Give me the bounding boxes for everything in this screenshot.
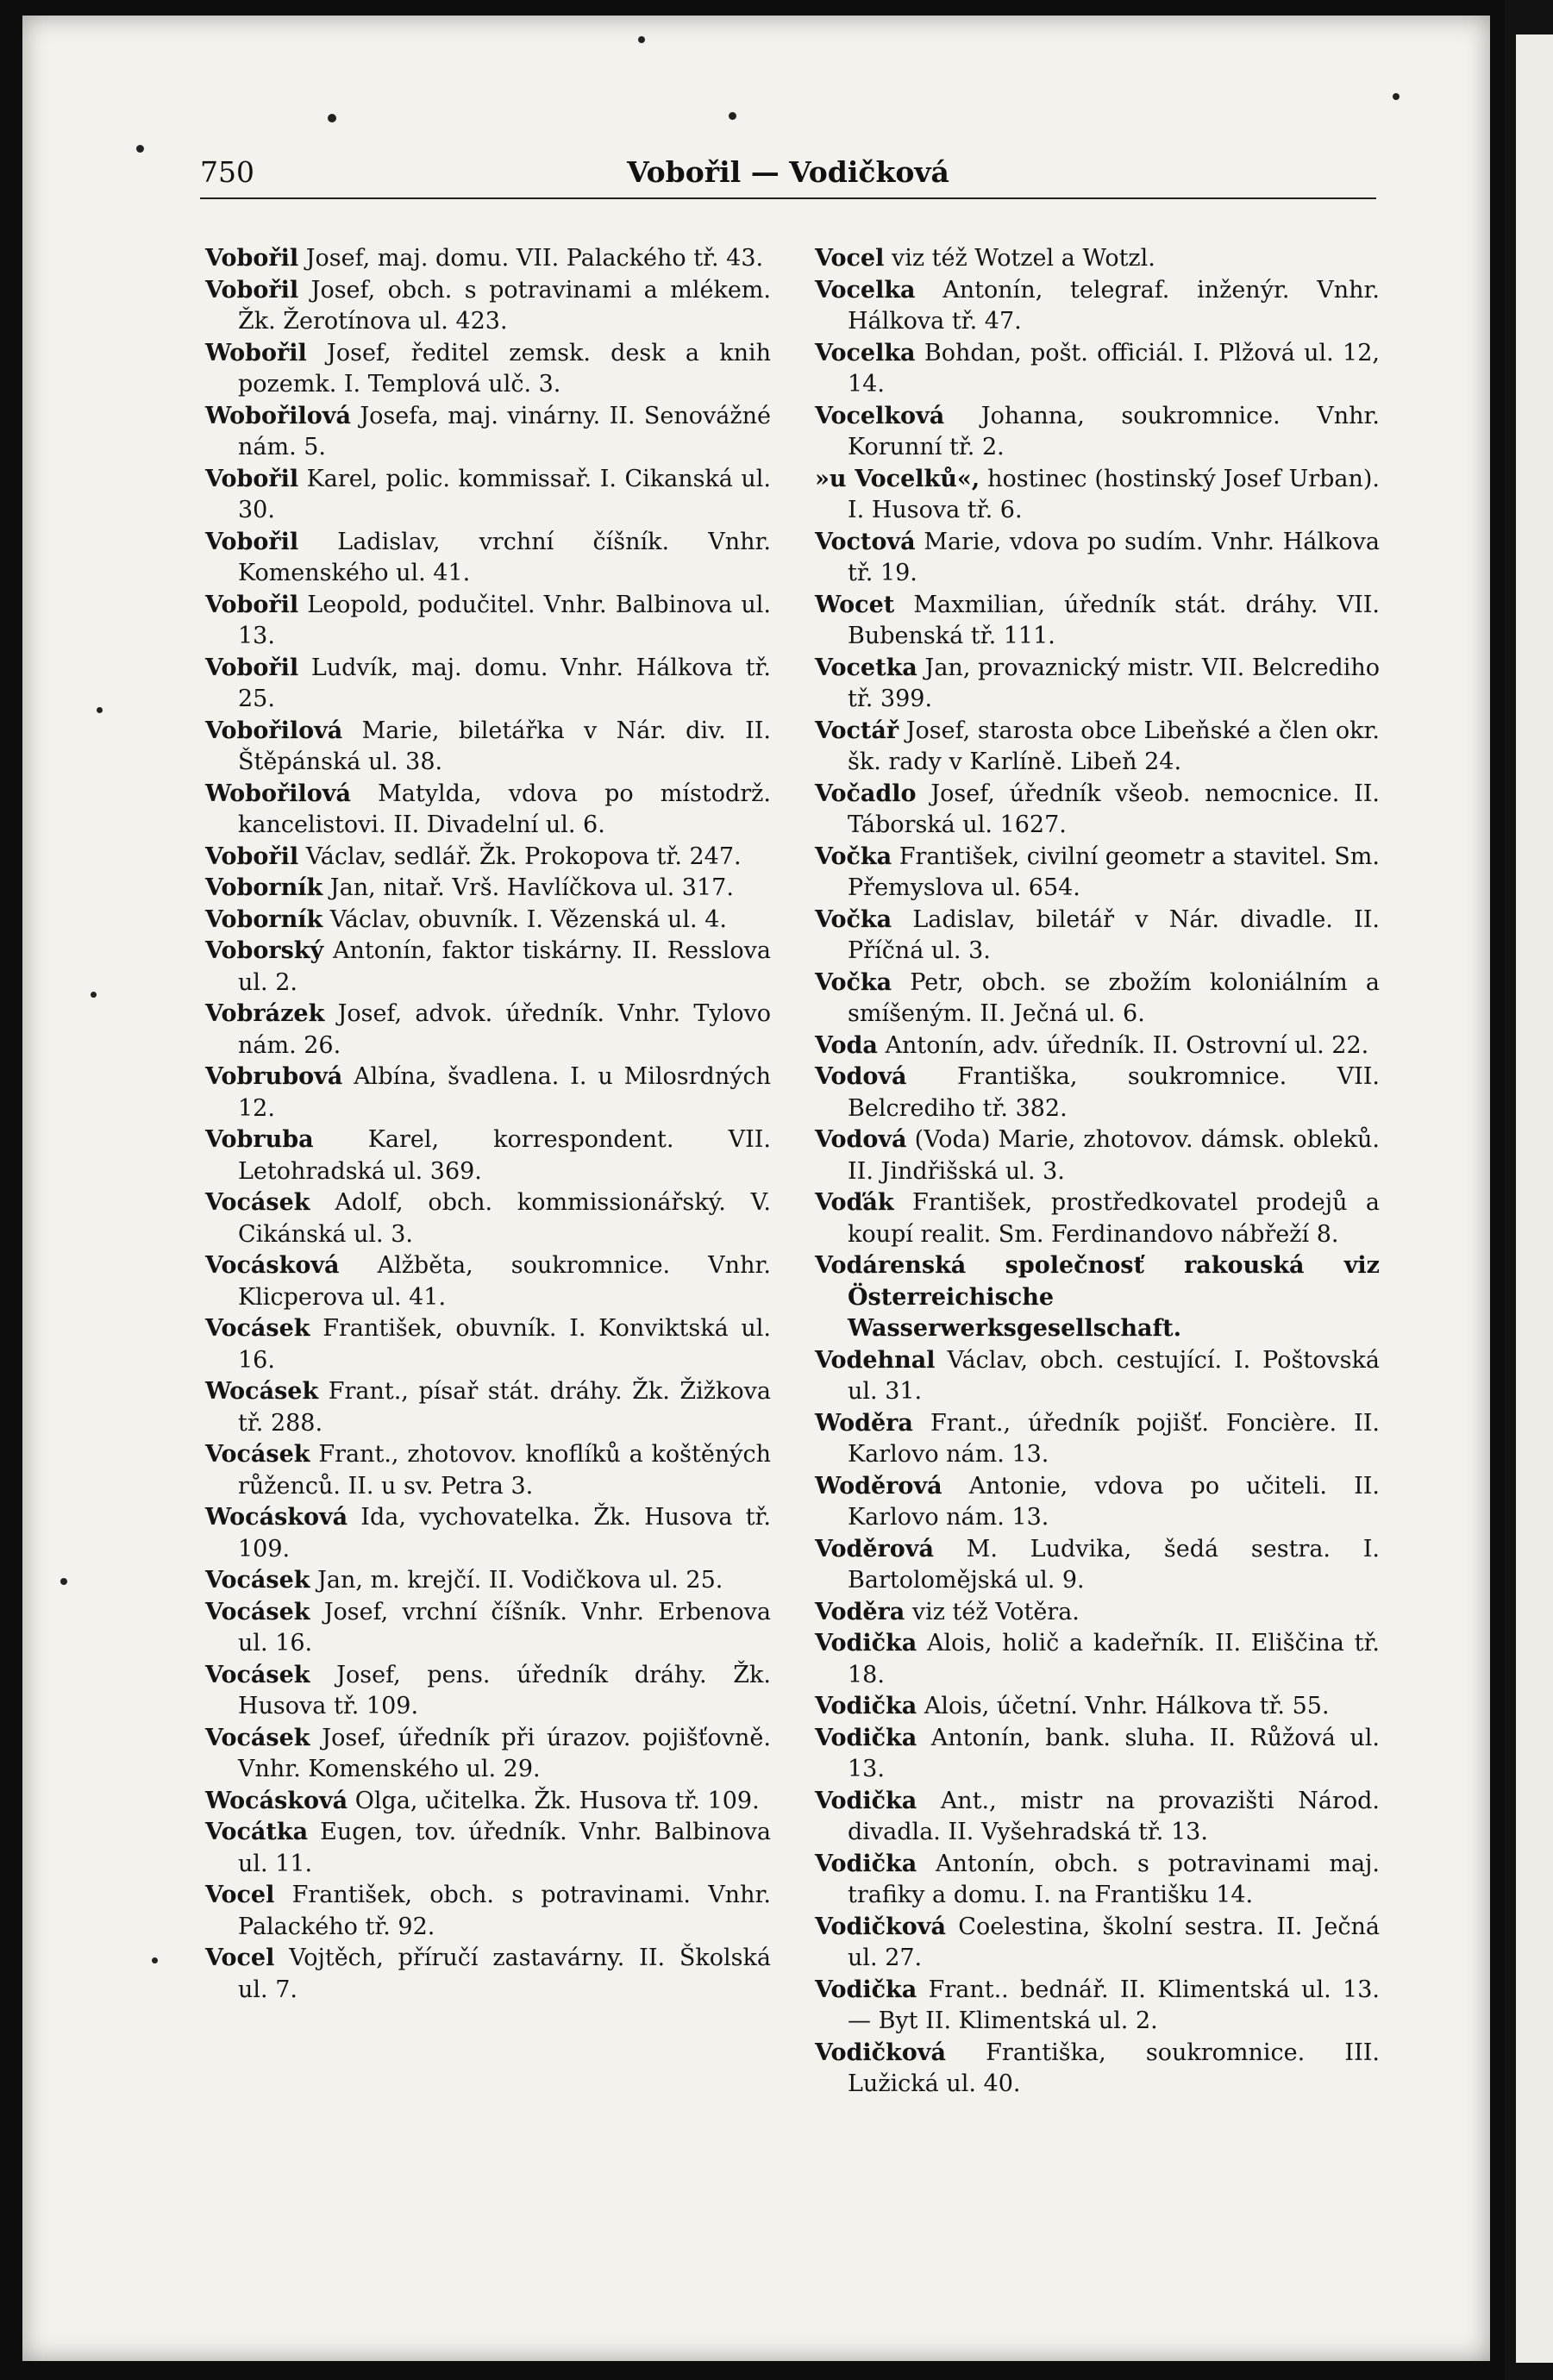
entry-surname: Voďák bbox=[815, 1189, 894, 1216]
scan-speck bbox=[91, 992, 97, 998]
entry-details: Václav, obch. cestující. I. Poštovská ul. 31. bbox=[848, 1346, 1380, 1405]
entry-surname: Voděrová bbox=[815, 1535, 934, 1563]
entry-details: Antonín, bank. sluha. II. Růžová ul. 13. bbox=[848, 1724, 1380, 1782]
entry-details: Frant.. bednář. II. Klimentská ul. 13. — Byt II. Klimentská ul. 2. bbox=[848, 1976, 1380, 2034]
entry-surname: Vocátka bbox=[205, 1819, 309, 1845]
scan-speck bbox=[638, 36, 645, 43]
entry-details: Ladislav, biletář v Nár. divadle. II. Příčná ul. 3. bbox=[848, 905, 1380, 964]
directory-entry bbox=[205, 716, 771, 779]
entry-surname: Vobořil bbox=[205, 528, 299, 555]
entry-details: Coelestina, školní sestra. II. Ječná ul. 27. bbox=[848, 1913, 1380, 1971]
entry-details: Albína, švadlena. I. u Milosrdných 12. bbox=[238, 1063, 771, 1122]
entry-surname: Vodová bbox=[815, 1126, 907, 1153]
header-rule bbox=[200, 197, 1376, 199]
directory-entry bbox=[815, 1912, 1380, 1975]
scan-speck bbox=[328, 114, 336, 122]
entry-details: Antonín, telegraf. inženýr. Vnhr. Hálkova tř. 47. bbox=[848, 276, 1380, 335]
entry-surname: Vodová bbox=[815, 1063, 907, 1090]
directory-entry bbox=[205, 590, 771, 653]
entry-surname: Voborník bbox=[205, 905, 323, 933]
entry-details: společnosť rakouská viz Österreichische Wasserwerksgesellschaft. bbox=[848, 1252, 1380, 1342]
directory-entry bbox=[205, 1250, 771, 1313]
entry-surname: Wocet bbox=[815, 591, 895, 618]
entry-details: Ludvík, maj. domu. Vnhr. Hálkova tř. 25. bbox=[238, 654, 771, 712]
entry-surname: Wobořilová bbox=[205, 780, 351, 807]
entry-surname: Vočka bbox=[815, 968, 892, 996]
entry-details: Josef, maj. domu. VII. Palackého tř. 43. bbox=[305, 245, 764, 272]
entry-surname: Woděrová bbox=[815, 1472, 942, 1500]
entry-surname: Vodička bbox=[815, 1976, 917, 2003]
directory-entry bbox=[205, 842, 771, 874]
entry-surname: Vocásek bbox=[205, 1598, 310, 1625]
directory-entry bbox=[205, 905, 771, 936]
entry-surname: Vodárenská bbox=[815, 1252, 967, 1279]
entry-surname: Vobořil bbox=[205, 654, 299, 681]
entry-details: Jan, m. krejčí. II. Vodičkova ul. 25. bbox=[317, 1567, 723, 1594]
entry-surname: Vodička bbox=[815, 1787, 917, 1814]
directory-entry bbox=[205, 464, 771, 527]
scan-speck bbox=[1393, 93, 1400, 100]
entry-surname: Vocásek bbox=[205, 1567, 310, 1594]
entry-details: Jan, provaznický mistr. VII. Belcrediho tř. 399. bbox=[848, 654, 1380, 712]
entry-surname: Vodička bbox=[815, 1724, 917, 1751]
directory-entry bbox=[205, 873, 771, 905]
entry-surname: Vobořil bbox=[205, 245, 299, 272]
entry-surname: Vocelka bbox=[815, 276, 916, 304]
entry-details: Josef, úředník při úrazov. pojišťovně. Vnhr. Komenského ul. 29. bbox=[238, 1724, 771, 1782]
entry-surname: Vodička bbox=[815, 1693, 917, 1719]
directory-entry bbox=[815, 590, 1380, 653]
entry-details: Matylda, vdova po místodrž. kancelistovi. II. Divadelní ul. 6. bbox=[238, 780, 771, 838]
directory-entry bbox=[815, 464, 1380, 527]
scan-speck bbox=[136, 145, 144, 153]
directory-entry bbox=[205, 1943, 771, 2006]
directory-entry bbox=[815, 243, 1380, 275]
entry-surname: Voctář bbox=[815, 717, 899, 744]
entry-details: Františka, soukromnice. VII. Belcrediho tř. 382. bbox=[848, 1063, 1380, 1122]
entry-details: Františka, soukromnice. III. Lužická ul. 40. bbox=[848, 2039, 1380, 2097]
entry-surname: Wobořil bbox=[205, 339, 307, 366]
directory-entry bbox=[205, 1660, 771, 1723]
entry-details: Ant., mistr na provazišti Národ. divadla. II. Vyšehradská tř. 13. bbox=[848, 1787, 1380, 1845]
entry-surname: Vobrubová bbox=[205, 1063, 343, 1090]
directory-entry bbox=[815, 716, 1380, 779]
entry-details: Josef, pens. úředník dráhy. Žk. Husova tř. 109. bbox=[238, 1661, 771, 1719]
entry-details: Karel, korrespondent. VII. Letohradská ul. 369. bbox=[238, 1126, 771, 1185]
entry-surname: Vocásek bbox=[205, 1661, 310, 1688]
scan-speck bbox=[729, 112, 736, 120]
scan-speck bbox=[97, 707, 103, 713]
entry-details: Petr, obch. se zbožím koloniálním a smíšeným. II. Ječná ul. 6. bbox=[848, 968, 1380, 1027]
directory-entry bbox=[815, 1849, 1380, 1912]
directory-entry bbox=[205, 1439, 771, 1502]
entry-surname: Wocásek bbox=[205, 1378, 319, 1405]
directory-entry bbox=[815, 905, 1380, 968]
directory-entry bbox=[815, 1597, 1380, 1629]
directory-entry bbox=[205, 1502, 771, 1565]
scan-speck bbox=[152, 1957, 158, 1964]
directory-entry bbox=[815, 1691, 1380, 1723]
entry-details: Josef, vrchní číšník. Vnhr. Erbenova ul. 16. bbox=[238, 1598, 771, 1657]
directory-entry bbox=[205, 779, 771, 842]
entry-details: Frant., písař stát. dráhy. Žk. Žižkova tř. 288. bbox=[238, 1378, 771, 1437]
entry-details: viz též Wotzel a Wotzl. bbox=[891, 245, 1155, 272]
entry-details: Leopold, podučitel. Vnhr. Balbinova ul. 13. bbox=[238, 591, 771, 649]
entry-surname: Vocelka bbox=[815, 339, 916, 366]
entry-surname: Vobořilová bbox=[205, 717, 343, 744]
directory-entry bbox=[205, 1376, 771, 1439]
entry-details: viz též Votěra. bbox=[911, 1598, 1080, 1625]
directory-entry bbox=[205, 1313, 771, 1376]
entry-details: Josef, obch. s potravinami a mlékem. Žk. Žerotínova ul. 423. bbox=[238, 276, 771, 335]
directory-entry bbox=[205, 1565, 771, 1597]
entry-surname: Vobořil bbox=[205, 465, 299, 492]
adjacent-page-edge bbox=[1516, 34, 1553, 2363]
entry-details: Ladislav, vrchní číšník. Vnhr. Komenského ul. 41. bbox=[238, 528, 771, 586]
entry-details: Alois, účetní. Vnhr. Hálkova tř. 55. bbox=[924, 1693, 1330, 1719]
page-title: Vobořil — Vodičková bbox=[627, 155, 949, 189]
directory-entry bbox=[815, 275, 1380, 338]
entry-details: Josef, úředník všeob. nemocnice. II. Táborská ul. 1627. bbox=[848, 780, 1380, 838]
entry-surname: Woděra bbox=[815, 1409, 913, 1437]
entry-details: Josef, ředitel zemsk. desk a knih pozemk. I. Templová ulč. 3. bbox=[238, 339, 771, 398]
directory-entry bbox=[815, 338, 1380, 401]
directory-entry bbox=[815, 401, 1380, 464]
directory-entry bbox=[205, 1597, 771, 1660]
entry-surname: Vobořil bbox=[205, 591, 299, 618]
entry-details: Maxmilian, úředník stát. dráhy. VII. Bubenská tř. 111. bbox=[848, 591, 1380, 649]
directory-entry bbox=[205, 1880, 771, 1943]
entry-details: Antonín, faktor tiskárny. II. Resslova ul. 2. bbox=[238, 937, 771, 996]
entry-details: Josefa, maj. vinárny. II. Senovážné nám. 5. bbox=[238, 402, 771, 460]
directory-entry bbox=[815, 1062, 1380, 1124]
directory-entry bbox=[205, 1124, 771, 1187]
entry-details: František, obuvník. I. Konviktská ul. 16. bbox=[238, 1315, 771, 1374]
entry-details: Marie, biletářka v Nár. div. II. Štěpánská ul. 38. bbox=[238, 717, 771, 775]
entry-details: Frant., zhotovov. knoflíků a koštěných růženců. II. u sv. Petra 3. bbox=[238, 1441, 771, 1500]
directory-entry bbox=[815, 968, 1380, 1030]
directory-entry bbox=[205, 936, 771, 999]
entry-surname: Vobořil bbox=[205, 842, 299, 870]
directory-entry bbox=[815, 1723, 1380, 1786]
directory-entry bbox=[815, 1124, 1380, 1187]
directory-entry bbox=[815, 1471, 1380, 1534]
directory-entry bbox=[205, 243, 771, 275]
entry-surname: Vocásková bbox=[205, 1252, 340, 1279]
entry-details: Bohdan, pošt. officiál. I. Plžová ul. 12, 14. bbox=[848, 339, 1380, 398]
directory-entry bbox=[815, 779, 1380, 842]
entry-details: M. Ludvika, šedá sestra. I. Bartolomějská ul. 9. bbox=[848, 1535, 1380, 1594]
entry-details: Adolf, obch. kommissionářský. V. Cikánská ul. 3. bbox=[238, 1189, 771, 1248]
directory-entry bbox=[815, 842, 1380, 905]
directory-entry bbox=[815, 1628, 1380, 1691]
entry-surname: »u Vocelků«, bbox=[815, 465, 980, 492]
entry-details: hostinec (hostinský Josef Urban). I. Husova tř. 6. bbox=[848, 465, 1380, 523]
entry-surname: Vocásek bbox=[205, 1189, 310, 1216]
entry-surname: Voda bbox=[815, 1031, 878, 1059]
directory-entry bbox=[205, 999, 771, 1062]
directory-entry bbox=[205, 653, 771, 716]
entry-details: Antonín, obch. s potravinami maj. trafiky a domu. I. na Františku 14. bbox=[848, 1850, 1380, 1908]
entry-details: Johanna, soukromnice. Vnhr. Korunní tř. 2. bbox=[848, 402, 1380, 460]
entry-details: (Voda) Marie, zhotovov. dámsk. obleků. II. Jindřišská ul. 3. bbox=[848, 1126, 1380, 1185]
directory-entry bbox=[815, 1534, 1380, 1597]
entry-surname: Vocel bbox=[205, 1945, 275, 1971]
entry-details: Karel, polic. kommissař. I. Cikanská ul. 30. bbox=[238, 465, 771, 523]
directory-entry bbox=[205, 1723, 771, 1786]
directory-entry bbox=[815, 1408, 1380, 1471]
directory-entry bbox=[815, 653, 1380, 716]
entry-surname: Vocelková bbox=[815, 402, 945, 429]
page-header bbox=[200, 155, 1376, 200]
directory-entry bbox=[815, 1345, 1380, 1408]
entry-details: František, civilní geometr a stavitel. Sm. Přemyslova ul. 654. bbox=[848, 842, 1380, 901]
entry-surname: Vobruba bbox=[205, 1126, 314, 1153]
entry-surname: Vodička bbox=[815, 1630, 917, 1657]
entry-details: Frant., úředník pojišť. Foncière. II. Karlovo nám. 13. bbox=[848, 1409, 1380, 1468]
entry-surname: Vočka bbox=[815, 842, 892, 870]
entry-surname: Wobořilová bbox=[205, 402, 351, 429]
page-number: 750 bbox=[200, 155, 254, 189]
entry-surname: Wocásková bbox=[205, 1787, 348, 1814]
entry-surname: Vocetka bbox=[815, 654, 917, 681]
entry-details: Josef, advok. úředník. Vnhr. Tylovo nám. 26. bbox=[238, 1000, 771, 1059]
entry-surname: Vocel bbox=[205, 1882, 275, 1908]
directory-entry bbox=[205, 1062, 771, 1124]
entry-surname: Voborský bbox=[205, 937, 324, 964]
directory-entry bbox=[815, 527, 1380, 590]
directory-entry bbox=[205, 1786, 771, 1818]
left-column bbox=[205, 243, 771, 2006]
directory-entry bbox=[815, 1187, 1380, 1250]
directory-entry bbox=[815, 1975, 1380, 2038]
directory-entry bbox=[205, 527, 771, 590]
directory-entry bbox=[815, 1250, 1380, 1345]
directory-entry bbox=[205, 275, 771, 338]
entry-surname: Vodehnal bbox=[815, 1346, 936, 1374]
directory-entry bbox=[205, 1817, 771, 1880]
directory-entry bbox=[815, 1786, 1380, 1849]
entry-details: Alois, holič a kadeřník. II. Eliščina tř. 18. bbox=[848, 1630, 1380, 1688]
directory-entry bbox=[205, 401, 771, 464]
entry-surname: Voborník bbox=[205, 874, 323, 901]
entry-details: Václav, obuvník. I. Vězenská ul. 4. bbox=[329, 905, 727, 933]
entry-surname: Wocásková bbox=[205, 1504, 348, 1531]
entry-surname: Vocásek bbox=[205, 1315, 310, 1342]
right-column bbox=[815, 243, 1380, 2101]
entry-details: Alžběta, soukromnice. Vnhr. Klicperova ul. 41. bbox=[238, 1252, 771, 1311]
entry-surname: Vocel bbox=[815, 245, 885, 272]
directory-entry bbox=[815, 1030, 1380, 1062]
entry-surname: Vocásek bbox=[205, 1441, 310, 1468]
directory-entry bbox=[205, 1187, 771, 1250]
entry-details: Ida, vychovatelka. Žk. Husova tř. 109. bbox=[238, 1504, 771, 1563]
entry-details: Antonín, adv. úředník. II. Ostrovní ul. 22. bbox=[885, 1031, 1369, 1059]
entry-details: Eugen, tov. úředník. Vnhr. Balbinova ul. 11. bbox=[238, 1819, 771, 1877]
entry-surname: Vobořil bbox=[205, 276, 299, 304]
entry-details: Josef, starosta obce Libeňské a člen okr. šk. rady v Karlíně. Libeň 24. bbox=[848, 717, 1380, 775]
entry-surname: Voděra bbox=[815, 1598, 905, 1625]
entry-details: Václav, sedlář. Žk. Prokopova tř. 247. bbox=[305, 842, 742, 870]
entry-surname: Vobrázek bbox=[205, 1000, 325, 1027]
entry-surname: Vočadlo bbox=[815, 780, 917, 807]
entry-details: František, prostředkovatel prodejů a koupí realit. Sm. Ferdinandovo nábřeží 8. bbox=[848, 1189, 1380, 1248]
entry-surname: Vodičková bbox=[815, 1913, 946, 1940]
entry-details: Vojtěch, příručí zastavárny. II. Školská ul. 7. bbox=[238, 1945, 771, 2003]
entry-details: Antonie, vdova po učiteli. II. Karlovo nám. 13. bbox=[848, 1472, 1380, 1531]
scan-speck bbox=[60, 1578, 67, 1585]
entry-details: Jan, nitař. Vrš. Havlíčkova ul. 317. bbox=[329, 874, 734, 901]
entry-surname: Voctová bbox=[815, 528, 916, 555]
directory-entry bbox=[815, 2038, 1380, 2101]
entry-details: František, obch. s potravinami. Vnhr. Palackého tř. 92. bbox=[238, 1882, 771, 1940]
entry-surname: Vodička bbox=[815, 1850, 917, 1877]
directory-entry bbox=[205, 338, 771, 401]
entry-details: Marie, vdova po sudím. Vnhr. Hálkova tř. 19. bbox=[848, 528, 1380, 586]
entry-surname: Vodičková bbox=[815, 2039, 946, 2066]
entry-surname: Vočka bbox=[815, 905, 892, 933]
entry-surname: Vocásek bbox=[205, 1724, 310, 1751]
entry-details: Olga, učitelka. Žk. Husova tř. 109. bbox=[354, 1787, 760, 1814]
